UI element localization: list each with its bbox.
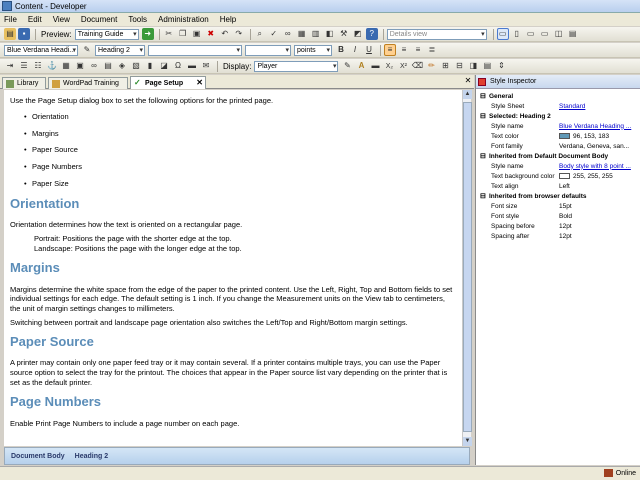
align-center-icon[interactable]: ≡ [401,45,407,54]
menu-help[interactable]: Help [219,15,237,24]
copy-icon[interactable]: ❐ [179,29,187,38]
style-brush-icon[interactable]: ✎ [83,45,91,54]
undo-icon[interactable]: ↶ [221,29,229,38]
size-select[interactable] [245,45,291,56]
collapse-icon[interactable]: ⊟ [480,93,486,100]
toolbar-insert [0,59,640,74]
layout-2-icon[interactable]: ▯ [514,29,519,38]
subscript-button[interactable]: X₂ [385,62,394,70]
layout-4-icon[interactable]: ▭ [540,29,549,38]
tab-page-setup[interactable]: ✓ Page Setup ✕ [130,76,206,89]
tag-path-heading-2[interactable]: Heading 2 [74,452,109,460]
toolbar-main [0,27,640,42]
online-status: Online [604,469,636,477]
group-selected[interactable]: ⊟ Selected: Heading 2 [480,112,551,120]
tag-path-document-body[interactable]: Document Body [11,452,65,460]
tool-a-icon[interactable]: ⊞ [442,61,449,70]
page-break-icon[interactable]: ▬ [188,61,196,70]
comment-icon[interactable]: ✉ [202,61,210,70]
tools-icon[interactable]: ⚒ [340,29,348,38]
collapse-icon[interactable]: ⊟ [480,113,486,120]
font-select[interactable] [148,45,242,56]
prop-row: Font style Bold [491,212,573,220]
menu-document[interactable]: Document [80,15,118,24]
bookmark-icon[interactable]: ▮ [147,61,153,70]
close-document-icon[interactable]: ✕ [464,76,472,85]
menu-tools[interactable]: Tools [128,15,148,24]
paragraph: Margins determine the white space from the edge of the paper to the printed content. Use the Left, Right, Top and Bottom fields to set individual settings for each edge. The default setting is 1 inch. If you change the Measurement units on the View tab to centimeters, the unit of margin settings changes to millimeters. [10,284,453,314]
glossary-icon[interactable]: ▤ [104,61,112,70]
menu-bar [0,13,640,26]
table-insert-icon[interactable]: ▦ [62,61,70,70]
tool-b-icon[interactable]: ⊟ [456,61,463,70]
variable-icon[interactable]: ◈ [118,61,126,70]
heading-margins: Margins [10,259,60,275]
group-general[interactable]: ⊟ General [480,92,514,100]
panel-title: Style Inspector [490,78,537,85]
tab-wordpad-training[interactable]: WordPad Training [48,77,128,89]
cut-icon[interactable]: ✂ [165,29,173,38]
layout-3-icon[interactable]: ▭ [526,29,535,38]
tool-e-icon[interactable]: ⇕ [498,61,505,70]
indent-icon[interactable]: ⇥ [6,61,14,70]
style-name-link[interactable]: Blue Verdana Heading ... [559,122,632,130]
layout-5-icon[interactable]: ◫ [554,29,563,38]
paragraph: Switching between portrait and landscape page orientation also switches the Left/Top and Right/Bottom margin settings. [10,317,408,327]
window-title: Content - Developer [15,1,87,11]
preview-label: Preview: [41,29,72,39]
paste-icon[interactable]: ▣ [192,29,201,38]
italic-button[interactable]: I [353,45,357,54]
app-icon [2,1,12,11]
prop-row: Text align Left [491,182,570,190]
connection-icon [604,469,613,477]
list-item: • Orientation [32,112,456,122]
marker-icon[interactable]: ✏ [428,61,435,70]
style-inspector-panel [475,75,640,465]
view-select[interactable]: Details view ▾ [387,29,487,40]
prop-row: Font size 15pt [491,202,572,210]
library-icon [6,80,14,88]
list-item: • Paper Source [32,145,456,155]
prop-row: Text color 96, 153, 183 [491,132,610,140]
style-select[interactable]: Blue Verdana Headi... ▾ [4,45,78,56]
intro-text: Use the Page Setup dialog box to set the following options for the printed page. [10,96,274,105]
menu-edit[interactable]: Edit [27,15,42,24]
prop-row: Text background color 255, 255, 255 [491,172,613,180]
collapse-icon[interactable]: ⊟ [480,153,486,160]
display-select[interactable]: Player ▾ [254,61,338,72]
group-inherited-document[interactable]: ⊟ Inherited from Default Document Body [480,152,609,160]
preview-select[interactable]: Training Guide ▾ [75,29,139,40]
image-icon[interactable]: ▦ [297,29,306,38]
prop-row: Style name Blue Verdana Heading ... [476,121,640,131]
tool-d-icon[interactable]: ▤ [483,61,492,70]
list-item: • Page Numbers [32,162,456,172]
heading-orientation: Orientation [10,195,80,211]
help-icon[interactable]: ? [366,28,378,40]
heading-page-numbers: Page Numbers [10,393,102,409]
go-icon[interactable]: ➜ [142,28,154,40]
close-panel-icon[interactable] [478,78,486,86]
prop-row: Spacing before 12pt [491,222,572,230]
field-icon[interactable]: ◪ [160,61,168,70]
check-icon: ✓ [134,78,141,87]
spell-icon[interactable]: ✓ [270,29,278,38]
prop-row: Style Sheet Standard [476,101,640,111]
block-select[interactable]: Heading 2 ▾ [95,45,145,56]
options-list [32,112,456,189]
anchor-icon[interactable]: ⚓ [47,61,57,70]
prop-row: Font family Verdana, Geneva, san... [491,142,630,150]
superscript-button[interactable]: X² [399,62,407,70]
collapse-icon[interactable]: ⊟ [480,193,486,200]
paragraph: Portrait: Positions the page with the shorter edge at the top. [34,234,232,244]
snippet-icon[interactable]: ▧ [132,61,140,70]
symbol-icon[interactable]: Ω [175,61,181,70]
menu-administration[interactable]: Administration [158,15,209,24]
align-left-icon[interactable]: ≡ [384,44,396,56]
bold-button[interactable]: B [338,45,344,54]
open-icon[interactable]: ▤ [4,28,16,40]
document-icon [52,80,60,88]
layout-6-icon[interactable]: ▤ [568,29,577,38]
media-icon[interactable]: ◧ [325,29,334,38]
find-icon[interactable]: ⌕ [257,29,262,38]
paragraph: Orientation determines how the text is oriented on a rectangular page. [10,220,243,230]
highlight-icon[interactable]: ▬ [371,61,380,70]
paragraph: A printer may contain only one paper feed tray or it may contain several. If a printer contains multiple trays, you can use the Paper source option to select the tray for the printout. The choices that appear in the Paper source list vary depending on the printer that is set as the default printer. [10,358,448,387]
image-insert-icon[interactable]: ▣ [76,61,84,70]
clear-format-icon[interactable]: ⌫ [411,61,424,70]
align-right-icon[interactable]: ≡ [415,45,421,54]
menu-view[interactable]: View [52,15,70,24]
list-icon[interactable]: ☰ [20,61,28,70]
group-inherited-browser[interactable]: ⊟ Inherited from browser defaults [480,192,587,200]
align-justify-icon[interactable]: ≣ [428,45,436,54]
close-tab-icon[interactable]: ✕ [196,78,203,87]
redo-icon[interactable]: ↷ [235,29,243,38]
list-item: • Margins [32,129,456,139]
layout-1-icon[interactable]: ▭ [497,28,509,40]
table-icon[interactable]: ▥ [311,29,320,38]
tab-library[interactable]: Library [2,77,46,89]
number-list-icon[interactable]: ☷ [34,61,42,70]
body-style-link[interactable]: Body style with 8 point ... [559,162,631,170]
toolbar-format [0,43,640,58]
prop-row: Style name Body style with 8 point ... [476,161,640,171]
underline-button[interactable]: U [366,45,372,54]
scroll-up-icon[interactable]: ▲ [464,91,471,97]
format-icon[interactable]: ◩ [353,29,362,38]
list-item: • Paper Size [32,179,456,189]
tag-path-bar [4,447,470,465]
scroll-down-icon[interactable]: ▼ [464,438,471,444]
document-editor[interactable] [4,90,462,446]
prop-row: Spacing after 12pt [491,232,572,240]
unit-select[interactable]: points ▾ [294,45,332,56]
font-color-button[interactable]: A [358,61,365,70]
heading-paper-source: Paper Source [10,333,94,349]
document-tabs [0,75,474,89]
hyperlink-icon[interactable]: ∞ [91,61,97,70]
delete-icon[interactable]: ✖ [207,29,215,38]
style-sheet-link[interactable]: Standard [559,102,586,110]
scroll-thumb[interactable] [463,102,472,432]
paragraph: Landscape: Positions the page with the longer edge at the top. [34,243,242,253]
tool-c-icon[interactable]: ◨ [469,61,478,70]
color-swatch [559,173,570,179]
style-inspector-header [476,75,640,89]
menu-file[interactable]: File [4,15,17,24]
status-bar [0,466,640,480]
vertical-scrollbar[interactable] [462,90,471,446]
color-swatch [559,133,570,139]
title-bar [0,0,640,13]
save-icon[interactable]: ▪ [18,28,30,40]
display-edit-icon[interactable]: ✎ [344,61,351,70]
paragraph: Enable Print Page Numbers to include a page number on each page. [10,418,240,428]
display-label: Display: [223,61,252,71]
link-icon[interactable]: ∞ [284,29,291,38]
